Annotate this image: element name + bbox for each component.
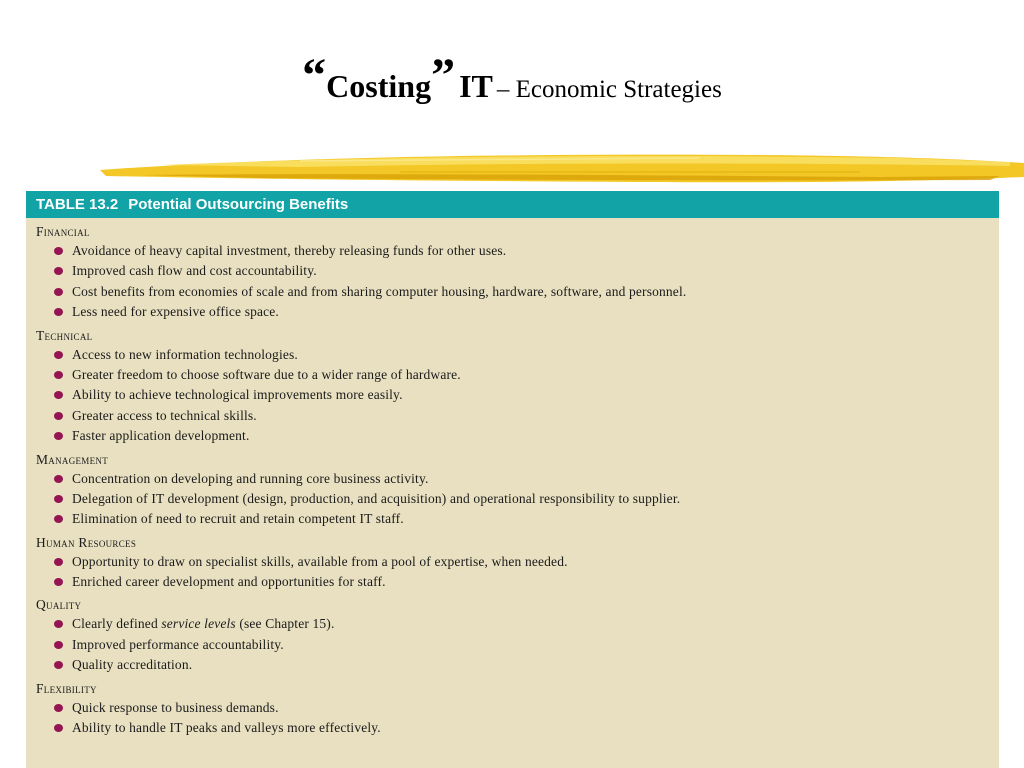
table-header <box>26 191 999 218</box>
item-text: Enriched career development and opportunities for staff. <box>72 574 386 590</box>
item-text: Less need for expensive office space. <box>72 304 279 320</box>
slide-title <box>0 48 1024 105</box>
item-text: Quick response to business demands. <box>72 699 279 715</box>
item-text: Quality accreditation. <box>72 657 193 673</box>
list-item <box>26 614 999 634</box>
list-item <box>26 426 999 446</box>
section-title: Human Resources <box>36 534 137 550</box>
item-text: Ability to achieve technological improvements more easily. <box>72 387 403 403</box>
list-item <box>26 489 999 509</box>
list-item <box>26 385 999 405</box>
section-title: Flexibility <box>36 680 97 696</box>
yellow-brush-stroke <box>0 146 1024 190</box>
section-title: Management <box>36 451 108 467</box>
title-it: IT <box>459 68 493 104</box>
section-flexibility <box>26 679 999 739</box>
bullet-icon <box>54 515 63 523</box>
list-item <box>26 345 999 365</box>
bullet-icon <box>54 351 63 359</box>
bullet-icon <box>54 495 63 503</box>
item-text: Greater freedom to choose software due to a wider range of hardware. <box>72 366 461 382</box>
item-text: Ability to handle IT peaks and valleys more effectively. <box>72 720 381 736</box>
bullet-icon <box>54 704 63 712</box>
list-item <box>26 406 999 426</box>
bullet-icon <box>54 558 63 566</box>
outsourcing-benefits-table <box>26 191 999 768</box>
item-text: Faster application development. <box>72 428 250 444</box>
section-financial <box>26 222 999 323</box>
section-title: Quality <box>36 597 82 613</box>
item-text: Elimination of need to recruit and retain competent IT staff. <box>72 511 404 527</box>
table-caption: Potential Outsourcing Benefits <box>128 196 349 213</box>
item-text: Improved cash flow and cost accountability. <box>72 263 317 279</box>
bullet-icon <box>54 247 63 255</box>
list-item <box>26 698 999 718</box>
title-subtitle: – Economic Strategies <box>496 76 722 103</box>
item-text: Cost benefits from economies of scale and from sharing computer housing, hardware, software, and personnel. <box>72 283 687 299</box>
bullet-icon <box>54 620 63 628</box>
bullet-icon <box>54 267 63 275</box>
item-text: Improved performance accountability. <box>72 636 284 652</box>
bullet-icon <box>54 724 63 732</box>
list-item <box>26 282 999 302</box>
bullet-icon <box>54 661 63 669</box>
bullet-icon <box>54 432 63 440</box>
bullet-icon <box>54 412 63 420</box>
item-text-italic: service levels <box>161 616 236 632</box>
list-item <box>26 509 999 529</box>
benefit-sections <box>26 218 999 738</box>
item-text-before: Clearly defined <box>72 616 162 632</box>
bullet-icon <box>54 391 63 399</box>
list-item <box>26 469 999 489</box>
section-title: Financial <box>36 224 90 239</box>
list-item <box>26 241 999 261</box>
list-item <box>26 572 999 592</box>
section-technical <box>26 326 999 447</box>
item-text: Concentration on developing and running core business activity. <box>72 470 429 486</box>
title-close-quote: ” <box>431 49 456 102</box>
section-quality <box>26 595 999 675</box>
item-text: Opportunity to draw on specialist skills, available from a pool of expertise, when needed. <box>72 553 568 569</box>
list-item <box>26 655 999 675</box>
bullet-icon <box>54 641 63 649</box>
title-costing: Costing <box>326 68 432 104</box>
item-text: Delegation of IT development (design, production, and acquisition) and operational responsibility to supplier. <box>72 490 681 506</box>
list-item <box>26 302 999 322</box>
list-item <box>26 635 999 655</box>
list-item <box>26 261 999 281</box>
item-text: Greater access to technical skills. <box>72 407 257 423</box>
title-open-quote: “ <box>302 49 327 102</box>
list-item <box>26 718 999 738</box>
bullet-icon <box>54 578 63 586</box>
list-item <box>26 365 999 385</box>
table-label: TABLE 13.2 <box>36 196 119 213</box>
item-text: Access to new information technologies. <box>72 346 298 362</box>
section-title: Technical <box>36 327 93 343</box>
bullet-icon <box>54 288 63 296</box>
bullet-icon <box>54 308 63 316</box>
list-item <box>26 552 999 572</box>
section-management <box>26 450 999 530</box>
item-text: Avoidance of heavy capital investment, thereby releasing funds for other uses. <box>72 243 507 258</box>
item-text-after: (see Chapter 15). <box>235 616 335 632</box>
section-human-resources <box>26 533 999 593</box>
bullet-icon <box>54 475 63 483</box>
bullet-icon <box>54 371 63 379</box>
